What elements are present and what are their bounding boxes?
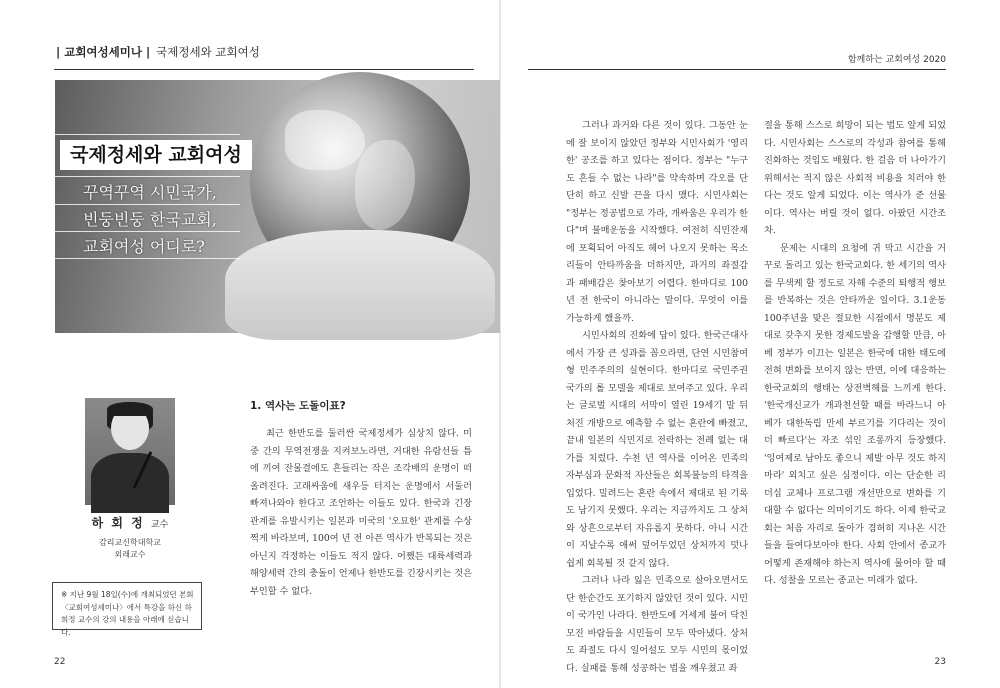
page-number-right: 23: [934, 657, 946, 667]
paragraph: 최근 한반도를 둘러싼 국제정세가 심상치 않다. 미중 간의 무역전쟁을 지켜보노라면, 거대한 유람선들 틈에 끼여 잔물결에도 흔들리는 작은 조각배의 운명이 떠올려진다. 고래싸움에 새우등 터지는 운명에서 서둘러 빠져나와야 한다고 조언하는 이들도 있다. 한국과 긴장관계를 유발시키는 일본과 미국의 '오묘한' 관계를 수상쩍게 바라보며, 100여 년 전 아픈 역사가 반복되는 것은 아닌지 걱정하는 이들도 적지 않다. 어쨌든 대륙세력과 해양세력 간의 충돌이 언제나 한반도를 긴장시키는 것은 부인할 수 없다.: [250, 428, 472, 597]
author-photo: [85, 398, 175, 505]
paragraph: 절을 통해 스스로 희망이 되는 법도 알게 되었다. 시민사회는 스스로의 각성과 참여를 통해 진화하는 것임도 배웠다. 한 걸음 더 나아가기 위해서는 적지 않은 사회적 비용을 치러야 한다는 것도 알게 되었다. 이는 역사가 준 선물이다. 역사는 버릴 것이 없다. 아팠던 시간조차.: [764, 120, 946, 236]
paragraph: 그러나 나라 잃은 민족으로 살아오면서도 단 한순간도 포기하지 않았던 것이 있다. 시민이 국가인 나라다. 한반도에 거세게 불어 닥친 모진 바람들을 시민들이 모두 막아냈다. 상처도 좌절도 다시 일어설도 모두 시민의 몫이었다. 실패를 통해 성공하는 법을 깨우쳤고 좌: [566, 575, 748, 674]
series-title: | 교회여성세미나 |: [56, 45, 151, 59]
hero-image: [55, 80, 500, 333]
page-number-left: 22: [54, 657, 66, 667]
body-column-2: [566, 117, 748, 674]
author-title: 교수: [150, 520, 169, 530]
series-subtitle: 국제정세와 교회여성: [156, 45, 260, 59]
body-column-3: [764, 117, 946, 586]
running-header-right: 함께하는 교회여성 2020: [847, 55, 946, 65]
article-subtitle-line: 교회여성 어디로?: [83, 237, 205, 256]
author-affiliation: 감리교신학대학교: [99, 538, 161, 547]
hands-illustration: [225, 230, 495, 340]
article-subtitle-line: 빈둥빈둥 한국교회,: [83, 210, 217, 229]
paragraph: 그러나 과거와 다른 것이 있다. 그동안 눈에 잘 보이지 않았던 정부와 시민사회가 '영리한' 공조를 하고 있다는 점이다. 정부는 "누구도 흔들 수 없는 나라"를 약속하며 각오를 단단히 하고 신발 끈을 다시 맸다. 시민사회는 "정부는 정공법으로 가라, 개싸움은 우리가 한다"며 불매운동을 시작했다. 여전히 식민잔재에 포획되어 아직도 헤어 나오지 못하는 목소리들이 안타까움을 더하지만, 과거의 좌절감과 패배감은 찾아보기 어렵다. 한마디로 100년 전 한국이 아니라는 말이다. 무엇이 이를 가능하게 했을까.: [566, 120, 748, 324]
paragraph: 문제는 시대의 요청에 귀 막고 시간을 거꾸로 돌리고 있는 한국교회다. 한 세기의 역사를 무색케 할 정도로 자해 수준의 퇴행적 행보를 반복하는 것은 안타까운 일이다. 3.1운동 100주년을 맞은 절묘한 시점에서 명분도 제대로 갖추지 못한 경제도발을 감행할 만큼, 아베 정부가 이끄는 일본은 한국에 대한 태도에 전혀 변화를 보이지 않는 반면, 이에 대응하는 한국교회의 행태는 상전벽해를 느끼게 한다. '한국개신교가 개과천선할 때를 바라느니 아베가 대한독립 만세 부르기를 기다리는 것이 더 빠르다'는 자조 섞인 조롱까지 등장했다. '잉여제로 남아도 좋으니 제발 아무 것도 하지 마라' 외치고 싶은 심정이다. 이는 단순한 리더십 교체나 프로그램 개선만으로 변화를 기대할 수 없다는 의미이기도 하다. 이제 한국교회는 처음 자리로 돌아가 겸허히 지나온 시간들을 들여다보아야 한다. 사회 안에서 종교가 어떻게 존재해야 하는지 역사에 물어야 할 때다. 성찰을 모르는 종교는 미래가 없다.: [764, 242, 946, 586]
header-rule-right: [528, 69, 946, 70]
author-name: 하 회 정 교수: [91, 516, 169, 530]
editor-note: ※ 지난 9월 18일(수)에 개최되었던 본회 〈교회여성세미나〉에서 특강을 하신 하희정 교수의 강의 내용을 아래에 싣습니다.: [52, 582, 202, 630]
header-rule-left: [54, 69, 474, 70]
author-position: 외래교수: [114, 550, 146, 559]
article-subtitle-line: 꾸역꾸역 시민국가,: [83, 183, 217, 202]
article-title: 국제정세와 교회여성: [60, 140, 252, 170]
section-heading: 1. 역사는 도돌이표?: [250, 400, 346, 412]
paragraph: 시민사회의 진화에 답이 있다. 한국근대사에서 가장 큰 성과를 꼽으라면, 단연 시민참여형 민주주의의 실현이다. 한마디로 국민주권 국가의 롤 모델을 제대로 보여주고 있다. 우리는 글로벌 시대의 서막이 열린 19세기 말 뒤처진 개방으로 예측할 수 없는 혼란에 빠졌고, 끝내 일본의 식민지로 전락하는 전례 없는 대가를 치렀다. 수천 년 역사를 이어온 민족의 자부심과 문화적 자산들은 회복불능의 타격을 입었다. 밀려드는 혼란 속에서 제대로 된 기록도 남기지 못했다. 우리는 지금까지도 그 상처와 상흔으로부터 자유롭지 못하다. 아니 시간이 지날수록 애써 덮어두었던 상처까지 덧나 쉽게 회복될 것 같지 않다.: [566, 330, 748, 569]
running-header-left: [56, 44, 260, 60]
body-column-1: [250, 425, 472, 630]
